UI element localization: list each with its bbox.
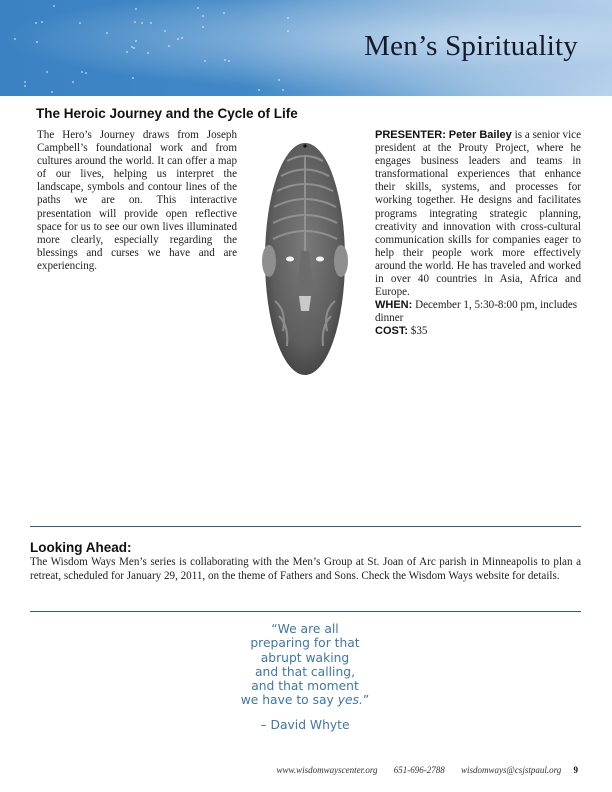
event-details: [375, 129, 581, 339]
divider-top: [30, 526, 581, 527]
when-label: WHEN:: [375, 299, 413, 312]
event-title: The Heroic Journey and the Cycle of Life: [36, 106, 298, 121]
sky-speckle: [141, 22, 143, 24]
sky-speckle: [53, 5, 55, 7]
cost-label: COST:: [375, 325, 408, 338]
sky-speckle: [287, 30, 289, 32]
sky-speckle: [168, 45, 170, 47]
sky-speckle: [51, 91, 53, 93]
sky-speckle: [147, 52, 149, 54]
sky-speckle: [132, 77, 134, 79]
sky-speckle: [14, 38, 16, 40]
sky-speckle: [278, 79, 280, 81]
quote-text: we have to say: [240, 693, 338, 708]
footer-email[interactable]: wisdomways@csjstpaul.org: [461, 765, 562, 775]
sky-speckle: [202, 15, 204, 17]
sky-speckle: [228, 60, 230, 62]
sky-speckle: [164, 30, 166, 32]
quote-attribution: – David Whyte: [260, 717, 350, 732]
sky-speckle: [134, 21, 136, 23]
presenter-name: Peter Bailey: [448, 129, 512, 141]
mask-image: [257, 141, 353, 377]
looking-ahead-body: The Wisdom Ways Men’s series is collaborating with the Men’s Group at St. Joan of Arc parish in Minneapolis to plan a retreat, scheduled for January 29, 2011, on the theme of Fathers and Sons. Check the Wisdom Ways website for details.: [30, 556, 581, 582]
sky-speckle: [41, 21, 43, 23]
sky-speckle: [223, 12, 225, 14]
sky-speckle: [24, 81, 26, 83]
page-number: 9: [573, 765, 578, 775]
quote-close: ”: [362, 693, 370, 708]
header-banner: [0, 0, 612, 96]
when-value: December 1, 5:30-8:00 pm, includes dinner: [375, 299, 578, 325]
page-footer: [263, 765, 578, 775]
sky-speckle: [35, 22, 37, 24]
quote-line: and that calling,: [255, 664, 355, 679]
sky-speckle: [177, 38, 179, 40]
quote-line: abrupt waking: [260, 650, 350, 665]
sky-speckle: [85, 72, 87, 74]
sky-speckle: [197, 7, 199, 9]
sky-speckle: [79, 22, 81, 24]
divider-bottom: [30, 611, 581, 612]
page-title: Men’s Spirituality: [364, 30, 578, 62]
sky-speckle: [202, 26, 204, 28]
sky-speckle: [287, 17, 289, 19]
sky-speckle: [24, 85, 26, 87]
quote-line: “We are all: [271, 622, 339, 636]
quote-line: [205, 693, 405, 707]
footer-phone: 651-696-2788: [393, 765, 445, 775]
sky-speckle: [126, 51, 128, 53]
sky-speckle: [150, 22, 152, 24]
sky-speckle: [46, 71, 48, 73]
sky-speckle: [106, 32, 108, 34]
sky-speckle: [204, 60, 206, 62]
quote-emphasis: yes.: [337, 693, 363, 708]
pull-quote: [205, 622, 405, 732]
presenter-bio: is a senior vice president at the Prouty Project, where he engages business leaders and teams in transformational experiences that enhance their skills, systems, and processes for working together. He designs and facilitates programs integrating strategic planning, creativity and innovation with cross-cultural communication skills for companies eager to help their people work more effectively around the world. He has traveled and worked in over 40 countries in Asia, Africa and Europe.: [375, 129, 581, 299]
sky-speckle: [135, 8, 137, 10]
quote-line: preparing for that: [250, 636, 360, 651]
sky-speckle: [36, 41, 38, 43]
sky-speckle: [81, 71, 83, 73]
sky-speckle: [181, 37, 183, 39]
sky-speckle: [135, 40, 137, 42]
sky-speckle: [133, 47, 135, 49]
footer-website[interactable]: www.wisdomwayscenter.org: [276, 765, 378, 775]
sky-speckle: [282, 89, 284, 91]
sky-speckle: [72, 81, 74, 83]
sky-speckle: [258, 89, 260, 91]
quote-line: and that moment: [251, 679, 359, 694]
event-description: The Hero’s Journey draws from Joseph Campbell’s foundational work and from cultures around the world. It can offer a map of our lives, helping us interpret the landscape, symbols and contour lines of the paths we are on. This interactive presentation will provide open reflective space for us to see our own lives illuminated more clearly, especially regarding the blessings and curses we have and are experiencing.: [37, 129, 237, 272]
sky-speckle: [224, 59, 226, 61]
cost-value: $35: [410, 325, 428, 338]
presenter-label: PRESENTER:: [375, 129, 446, 141]
looking-ahead-title: Looking Ahead:: [30, 540, 132, 555]
